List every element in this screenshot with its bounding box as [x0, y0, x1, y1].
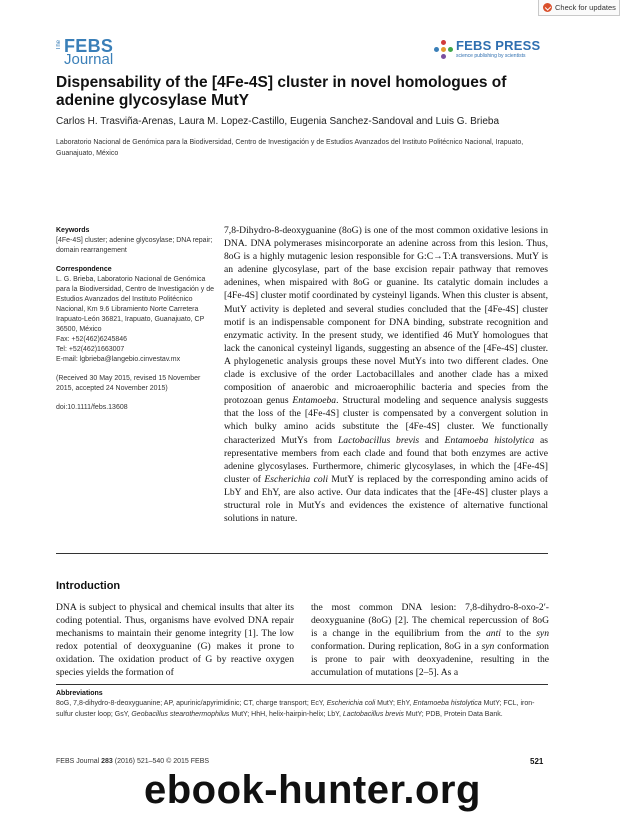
logo-febs: FEBS	[64, 36, 114, 56]
keywords: [4Fe-4S] cluster; adenine glycosylase; DNA repair; domain rearrangement	[56, 237, 213, 254]
affiliation: Laboratorio Nacional de Genómica para la Biodiversidad, Centro de Investigación y de Estudios Avanzados del Instituto Politécnico Nacional, Irapuato, Guanajuato, México	[56, 139, 524, 157]
section-divider	[56, 553, 548, 554]
abbr-text-e: MutY; PDB, Protein Data Bank.	[403, 710, 503, 718]
doi[interactable]: doi:10.1111/febs.13608	[56, 404, 128, 411]
correspondence-email[interactable]: E-mail: lgbrieba@langebio.cinvestav.mx	[56, 356, 181, 363]
febs-press-logo	[434, 38, 546, 62]
intro-right-text-c: conformation. During replication, 8oG in a	[311, 641, 482, 653]
article-title: Dispensability of the [4Fe-4S] cluster in novel homologues of adenine glycosylase MutY	[56, 74, 507, 109]
abstract-e-coli: Escherichia coli	[264, 473, 329, 485]
abbr-text-b: MutY; EhY,	[375, 700, 414, 708]
abbr-text-a: 8oG, 7,8-dihydro-8-deoxyguanine; AP, apurinic/apyrimidinic; CT, charge transport; EcY,	[56, 700, 327, 708]
intro-anti: anti	[486, 628, 501, 640]
abstract-entamoeba: Entamoeba	[292, 395, 337, 407]
authors: Carlos H. Trasviña-Arenas, Laura M. Lopez-Castillo, Eugenia Sanchez-Sandoval and Luis G. Brieba	[56, 116, 500, 127]
introduction-right-column	[311, 601, 549, 680]
febs-press-dots-icon	[434, 40, 454, 60]
page-number: 521	[530, 757, 544, 766]
abbreviations	[56, 689, 548, 720]
correspondence-heading: Correspondence	[56, 266, 112, 273]
correspondence-fax: Fax: +52(462)6245846	[56, 336, 128, 343]
febs-journal-logo	[56, 36, 118, 66]
correspondence-address: L. G. Brieba, Laboratorio Nacional de Genómica para la Biodiversidad, Centro de Investigación y de Estudios Avanzados del Instituto Politécnico Nacional, Km 9.6 Libramiento Norte Carretera Irapuato-León 36821, Irapuato, Guanajuato, CP 36500, México	[56, 276, 214, 333]
abstract-e-histolytica: Entamoeba histolytica	[444, 434, 535, 446]
check-for-updates-button[interactable]	[538, 0, 620, 16]
abbr-geobacillus: Geobacillus stearothermophilus	[131, 710, 230, 718]
abstract-lactobacillus: Lactobacillus brevis	[337, 434, 420, 446]
introduction-left-column: DNA is subject to physical and chemical insults that alter its coding potential. Thus, organisms have evolved DNA repair mechanisms to maintain their genome integrity [1]. The low redox potential of deoxyguanine (G) makes it prone to oxidation. The oxidation product of G by reactive oxygen species yields the formation of	[56, 602, 294, 679]
intro-syn-2: syn	[481, 641, 495, 653]
intro-syn-1: syn	[536, 628, 549, 640]
logo-the: The	[56, 40, 62, 51]
abstract-text-3: as representative members from each clade and found that both enzymes are active adenine glycosylases. Furthermore, chimeric glycosylases, in which the [4Fe-4S] cluster of	[224, 434, 549, 485]
abbreviations-text	[56, 699, 548, 720]
abbr-e-histolytica: Entamoeba histolytica	[413, 700, 482, 708]
footer-volume: 283	[101, 758, 113, 765]
footer-rest: (2016) 521–540 © 2015 FEBS	[112, 758, 210, 765]
check-for-updates-label: Check for updates	[555, 3, 616, 12]
keywords-heading: Keywords	[56, 227, 90, 234]
abstract-text-4: MutY is replaced by the corresponding amino acids of LbY and EhY, are also active. Our data indicates that the [4Fe-4S] cluster plays a structural role in MutYs and evidences the existence of alternative functional solutions in nature.	[224, 473, 549, 525]
check-updates-icon	[543, 3, 552, 12]
received-dates: (Received 30 May 2015, revised 15 November 2015, accepted 24 November 2015)	[56, 375, 201, 392]
abbr-text-c: MutY; FCL, iron-sulfur cluster loop; GsY,	[56, 700, 535, 718]
introduction-heading: Introduction	[56, 580, 121, 592]
abbr-lactobacillus: Lactobacillus brevis	[342, 710, 404, 718]
abbreviations-divider	[56, 684, 548, 685]
watermark: ebook-hunter.org	[144, 768, 481, 812]
intro-right-text-a: the most common DNA lesion: 7,8-dihydro-8-oxo-2′-deoxyguanine (8oG) [2]. The chemical repercussion of 8oG is a change in the equilibrium from the	[311, 602, 549, 640]
abbr-e-coli: Escherichia coli	[326, 700, 376, 708]
article-sidebar	[56, 226, 216, 413]
intro-right-text-d: conformation is prone to pair with deoxyadenine, resulting in the accumulation of mutations [2–5]. As a	[311, 641, 549, 679]
logo-journal: Journal	[64, 51, 114, 68]
intro-right-text-b: to the	[500, 628, 537, 640]
correspondence-tel: Tel: +52(462)1663007	[56, 346, 125, 353]
febs-press-name: FEBS PRESS	[456, 38, 541, 53]
febs-press-tagline: science publishing by scientists	[456, 53, 526, 59]
abstract-and: and	[419, 434, 445, 446]
footer-citation	[56, 758, 209, 765]
footer-journal: FEBS Journal	[56, 758, 102, 765]
abbr-text-d: MutY; HhH, helix-hairpin-helix; LbY,	[229, 710, 343, 718]
abstract-text-1: 7,8-Dihydro-8-deoxyguanine (8oG) is one of the most common oxidative lesions in DNA. DNA polymerases misincorporate an adenine across from this lesion. Thus, 8oG is a highly mutagenic lesion responsible for G:C→T:A transversions. MutY is an adenine glycosylase, part of the base excision repair pathway that removes adenines, when mispaired with 8oG or guanine. Its catalytic domain includes a [4Fe-4S] cluster motif coordinated by cysteinyl ligands. When this cluster is absent, MutY activity is depleted and several studies concluded that the [4Fe-4S] cluster motif is an indispensable component for DNA binding, substrate recognition and enzymatic activity. In the present study, we identified 46 MutY homologues that lack the canonical cysteinyl ligands, suggesting an absence of the [4Fe-4S] cluster. A phylogenetic analysis groups these novel MutYs into two different clades. One clade is exclusive of the order Lactobacillales and another clade has a mixed composition of anaerobic and microaerophilic bacteria and species from the protozoan genus	[224, 225, 548, 407]
abstract-text-2: . Structural modeling and sequence analysis suggests that the loss of the [4Fe-4S] cluster is compensated by a convergent solution in which bulky amino acids substitute the [4Fe-4S] cluster. We functionally characterized MutYs from	[224, 395, 548, 446]
abstract	[224, 224, 548, 525]
abbreviations-heading: Abbreviations	[56, 690, 103, 697]
